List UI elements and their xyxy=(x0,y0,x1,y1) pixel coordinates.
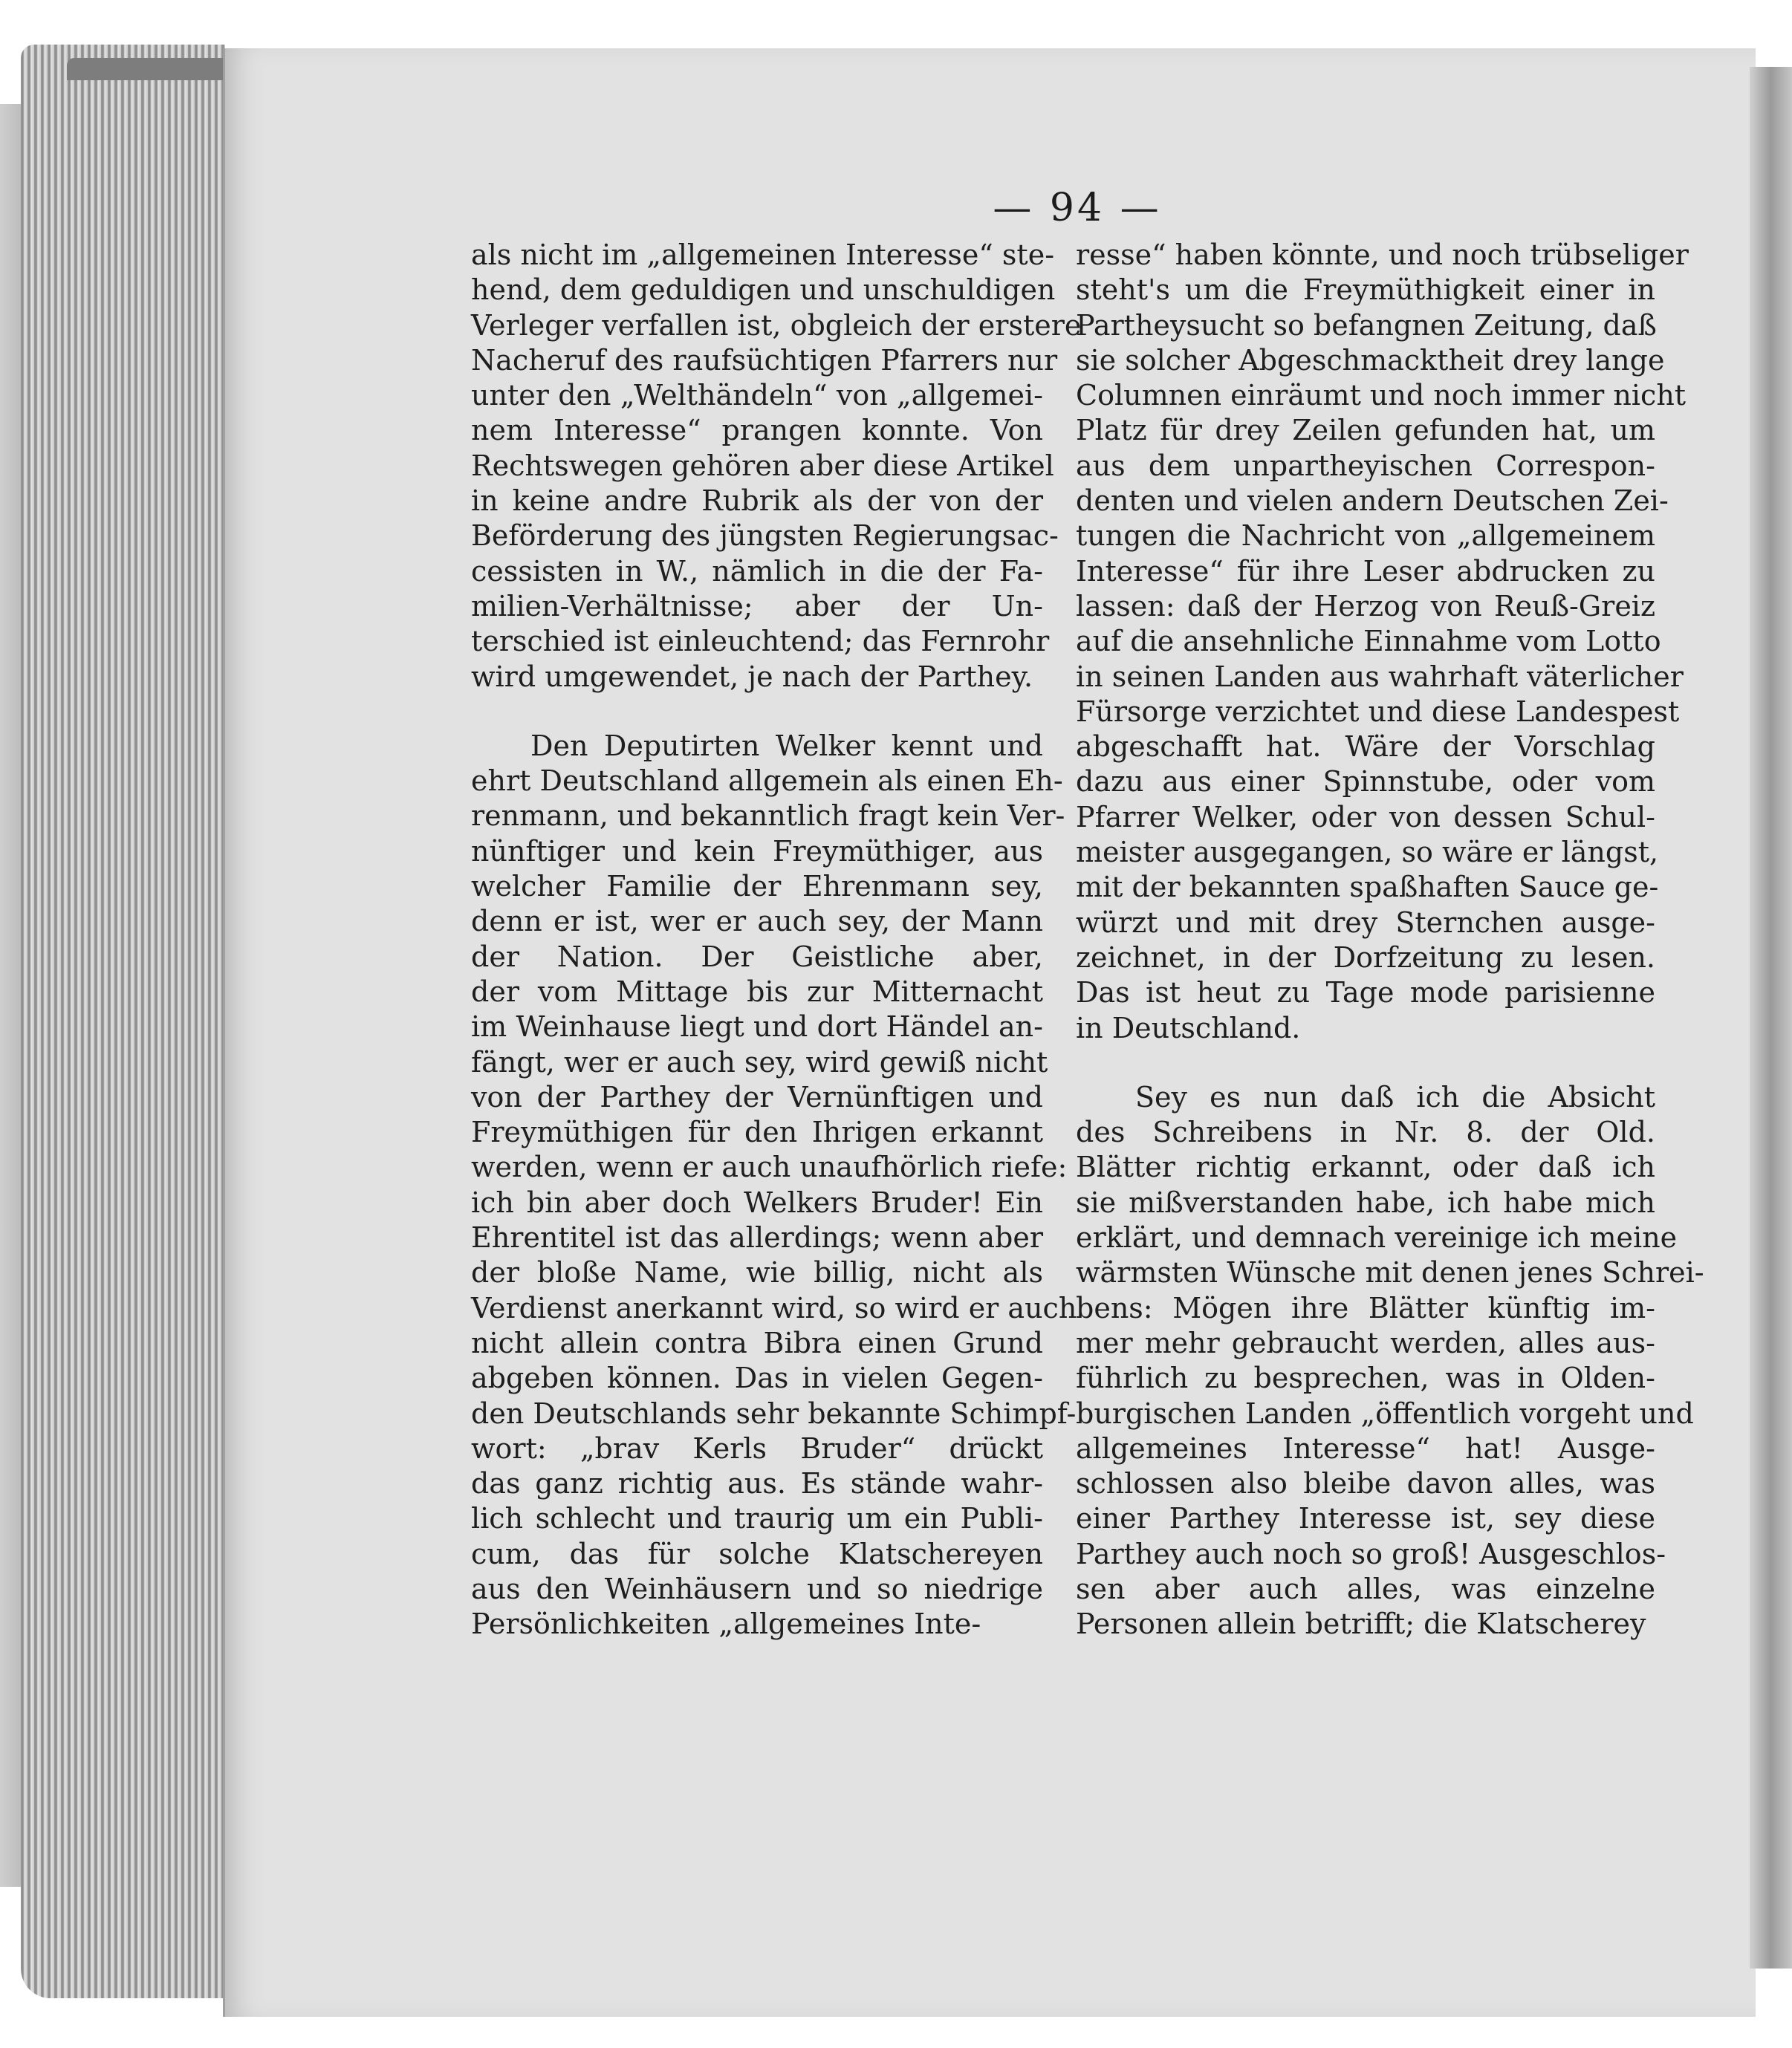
text-line: Ehrentitel ist das allerdings; wenn aber xyxy=(471,1221,1043,1255)
text-line: renmann, und bekanntlich fragt kein Ver- xyxy=(471,799,1065,833)
text-line: sie mißverstanden habe, ich habe mich xyxy=(1076,1186,1655,1219)
text-line: Fürsorge verzichtet und diese Landespest xyxy=(1076,695,1680,728)
text-line: zeichnet, in der Dorfzeitung zu lesen. xyxy=(1076,940,1655,974)
text-line: Das ist heut zu Tage mode parisienne xyxy=(1076,976,1655,1010)
text-line: dazu aus einer Spinnstube, oder vom xyxy=(1076,765,1655,799)
text-line: in seinen Landen aus wahrhaft väterlicher xyxy=(1076,660,1684,693)
text-line: der Nation. Der Geistliche aber, xyxy=(471,940,1043,973)
text-line: wärmsten Wünsche mit denen jenes Schrei- xyxy=(1076,1256,1704,1290)
text-line: Sey es nun daß ich die Absicht xyxy=(1135,1080,1655,1114)
text-line: in keine andre Rubrik als der von der xyxy=(471,484,1043,518)
text-line: werden, wenn er auch unaufhörlich riefe: xyxy=(471,1151,1068,1184)
text-line: Verdienst anerkannt wird, so wird er auch xyxy=(471,1291,1077,1324)
text-line: führlich zu besprechen, was in Olden- xyxy=(1076,1362,1655,1395)
text-line: nem Interesse“ prangen konnte. Von xyxy=(471,414,1043,447)
text-line: nicht allein contra Bibra einen Grund xyxy=(471,1326,1043,1359)
text-line: von der Parthey der Vernünftigen und xyxy=(471,1080,1043,1114)
text-line: abgeben können. Das in vielen Gegen- xyxy=(471,1362,1043,1395)
text-line: cessisten in W., nämlich in die der Fa- xyxy=(471,554,1043,588)
text-line: wird umgewendet, je nach der Parthey. xyxy=(471,660,1033,693)
text-line: nünftiger und kein Freymüthiger, aus xyxy=(471,834,1043,868)
text-line: denten und vielen andern Deutschen Zei- xyxy=(1076,484,1669,518)
text-line: abgeschafft hat. Wäre der Vorschlag xyxy=(1076,730,1655,764)
text-line: welcher Familie der Ehrenmann sey, xyxy=(471,870,1043,903)
text-line: Pfarrer Welker, oder von dessen Schul- xyxy=(1076,800,1655,833)
text-line: Parthеysucht so befangnen Zeitung, daß xyxy=(1076,308,1657,342)
paragraph xyxy=(471,238,1082,695)
text-line: lassen: daß der Herzog von Reuß-Greiz xyxy=(1076,589,1655,622)
text-line: mer mehr gebraucht werden, alles aus- xyxy=(1076,1326,1655,1359)
text-line: allgemeines Interesse“ hat! Ausge- xyxy=(1076,1431,1655,1465)
text-line: meister ausgegangen, so wäre er längst, xyxy=(1076,836,1659,869)
text-line: tungen die Nachricht von „allgemeinem xyxy=(1076,519,1655,553)
text-line: burgischen Landen „öffentlich vorgeht und xyxy=(1076,1397,1694,1430)
right-page-edge xyxy=(1750,67,1792,1969)
text-line: sen aber auch alles, was einzelne xyxy=(1076,1572,1655,1605)
text-line: als nicht im „allgemeinen Interesse“ ste- xyxy=(471,238,1055,271)
text-line: unter den „Welthändeln“ von „allgemei- xyxy=(471,379,1043,412)
text-line: resse“ haben könnte, und noch trübseliger xyxy=(1076,238,1689,271)
text-line: im Weinhause liegt und dort Händel an- xyxy=(471,1010,1043,1044)
text-line: erklärt, und demnach vereinige ich meine xyxy=(1076,1221,1678,1255)
text-line: fängt, wer er auch sey, wird gewiß nicht xyxy=(471,1045,1048,1079)
paragraph xyxy=(1076,1080,1704,1642)
text-line: Beförderung des jüngsten Regierungsac- xyxy=(471,519,1059,553)
text-line: Columnen einräumt und noch immer nicht xyxy=(1076,379,1687,412)
text-line: lich schlecht und traurig um ein Publi- xyxy=(471,1502,1043,1535)
text-line: Parthey auch noch so groß! Ausgeschlos- xyxy=(1076,1537,1666,1570)
text-line: denn er ist, wer er auch sey, der Mann xyxy=(471,905,1043,938)
text-line: einer Parthey Interesse ist, sey diese xyxy=(1076,1502,1655,1535)
text-line: das ganz richtig aus. Es stände wahr- xyxy=(471,1467,1043,1501)
text-line: milien-Verhältnisse; aber der Un- xyxy=(471,589,1043,622)
text-line: terschied ist einleuchtend; das Fernrohr xyxy=(471,625,1050,658)
text-line: mit der bekannten spaßhaften Sauce ge- xyxy=(1076,871,1659,904)
text-line: Personen allein betrifft; die Klatscherey xyxy=(1076,1607,1646,1641)
text-line: wort: „brav Kerls Bruder“ drückt xyxy=(471,1431,1043,1465)
text-line: aus den Weinhäusern und so niedrige xyxy=(471,1572,1043,1605)
right-text-column xyxy=(1076,238,1704,1642)
page-number: — 94 — xyxy=(993,186,1162,230)
text-line: auf die ansehnliche Einnahme vom Lotto xyxy=(1076,625,1661,658)
text-line: des Schreibens in Nr. 8. der Old. xyxy=(1076,1116,1655,1149)
text-line: Nacheruf des raufsüchtigen Pfarrers nur xyxy=(471,343,1058,377)
text-line: sie solcher Abgeschmacktheit drey lange xyxy=(1076,343,1665,377)
text-line: cum, das für solche Klatschereyen xyxy=(471,1537,1043,1570)
text-line: den Deutschlands sehr bekannte Schimpf- xyxy=(471,1397,1077,1430)
text-line: der bloße Name, wie billig, nicht als xyxy=(471,1256,1043,1290)
text-line: würzt und mit drey Sternchen ausge- xyxy=(1076,906,1655,939)
text-line: Rechtswegen gehören aber diese Artikel xyxy=(471,449,1054,482)
text-line: steht's um die Freymüthigkeit einer in xyxy=(1076,273,1655,307)
text-line: bens: Mögen ihre Blätter künftig im- xyxy=(1076,1291,1655,1324)
stacked-page-edges xyxy=(21,45,225,1998)
book-cover-edge xyxy=(67,58,238,80)
text-line: aus dem unpartheyischen Correspon- xyxy=(1076,449,1655,482)
text-line: Verleger verfallen ist, obgleich der erstere xyxy=(471,308,1082,342)
text-line: Blätter richtig erkannt, oder daß ich xyxy=(1076,1151,1655,1184)
left-text-column xyxy=(471,238,1082,1642)
text-line: hend, dem geduldigen und unschuldigen xyxy=(471,273,1056,307)
text-line: Freymüthigen für den Ihrigen erkannt xyxy=(471,1116,1043,1149)
text-line: ich bin aber doch Welkers Bruder! Ein xyxy=(471,1186,1043,1219)
text-line: in Deutschland. xyxy=(1076,1011,1301,1044)
text-line: Platz für drey Zeilen gefunden hat, um xyxy=(1076,414,1655,447)
text-line: Interesse“ für ihre Leser abdrucken zu xyxy=(1076,554,1655,588)
text-line: ehrt Deutschland allgemein als einen Eh- xyxy=(471,764,1063,798)
paragraph xyxy=(1076,238,1689,1046)
text-line: der vom Mittage bis zur Mitternacht xyxy=(471,975,1043,1008)
text-line: Den Deputirten Welker kennt und xyxy=(530,729,1043,762)
paragraph xyxy=(471,729,1077,1642)
text-line: schlossen also bleibe davon alles, was xyxy=(1076,1467,1655,1501)
text-line: Persönlichkeiten „allgemeines Inte- xyxy=(471,1607,981,1641)
